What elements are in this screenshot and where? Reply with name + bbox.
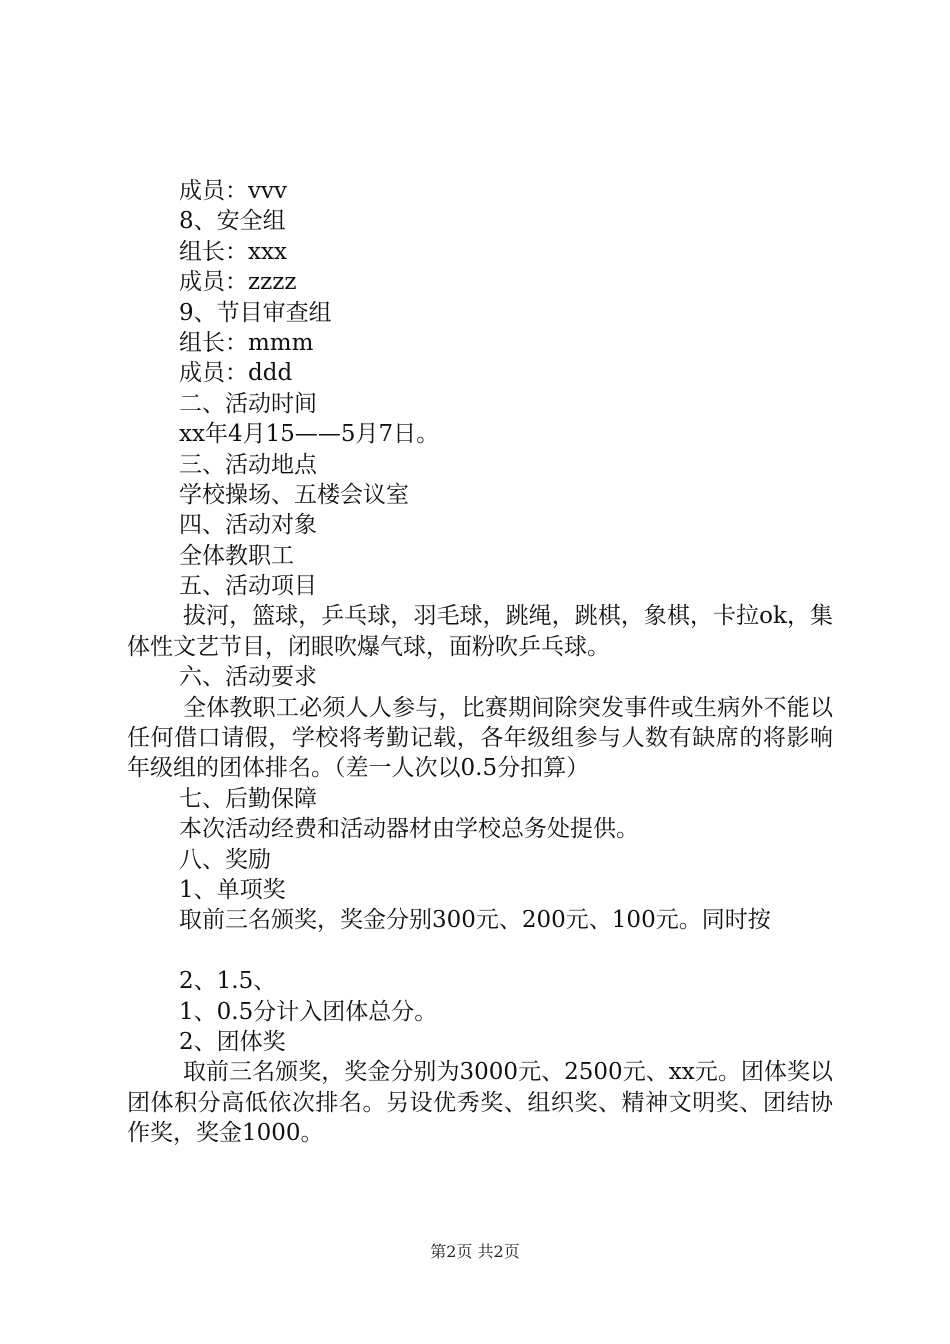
text-line: 成员：ddd: [179, 360, 293, 387]
paragraph-requirements: 全体教职工必须人人参与，比赛期间除突发事件或生病外不能以任何借口请假，学校将考勤记载，各年级组参与人数有缺席的将影响年级组的团体排名。（差一人次以0.5分扣算）: [127, 694, 833, 782]
blank-line: [127, 936, 833, 966]
text-line: 成员：vvv: [179, 178, 287, 204]
paragraph-activity-items: 拔河，篮球，乒乓球，羽毛球，跳绳，跳棋，象棋，卡拉ok，集体性文艺节目，闭眼吹爆气球，面粉吹乒乓球。: [127, 603, 833, 660]
section-heading: 1、单项奖: [179, 877, 286, 904]
text-line: 全体教职工: [179, 542, 294, 569]
section-heading: 三、活动地点: [179, 451, 317, 478]
section-heading: 八、奖励: [179, 846, 271, 873]
text-line: 组长：xxx: [179, 238, 287, 265]
paragraph-team-award: 取前三名颁奖，奖金分别为3000元、2500元、xx元。团体奖以团体积分高低依次排名。另设优秀奖、组织奖、精神文明奖、团结协作奖，奖金1000。: [127, 1059, 833, 1147]
text-line: 成员：zzzz: [179, 269, 297, 296]
text-line: 2、1.5、: [179, 968, 277, 995]
section-heading: 七、后勤保障: [179, 785, 317, 812]
document-body: [127, 176, 833, 1149]
section-heading: 8、安全组: [179, 208, 286, 235]
section-heading: 六、活动要求: [179, 664, 317, 691]
section-heading: 五、活动项目: [179, 573, 317, 600]
text-line: 1、0.5分计入团体总分。: [179, 998, 438, 1025]
section-heading: 四、活动对象: [179, 512, 317, 539]
section-heading: 2、团体奖: [179, 1029, 286, 1056]
page-footer: 第2页 共2页: [430, 1242, 520, 1261]
text-line: 组长：mmm: [179, 329, 314, 356]
section-heading: 二、活动时间: [179, 390, 317, 417]
text-line: 取前三名颁奖，奖金分别300元、200元、100元。同时按: [179, 907, 771, 934]
text-line: xx年4月15——5月7日。: [179, 421, 440, 448]
text-line: 本次活动经费和活动器材由学校总务处提供。: [179, 816, 639, 843]
section-heading: 9、节目审查组: [179, 299, 332, 326]
text-line: 学校操场、五楼会议室: [179, 481, 409, 508]
